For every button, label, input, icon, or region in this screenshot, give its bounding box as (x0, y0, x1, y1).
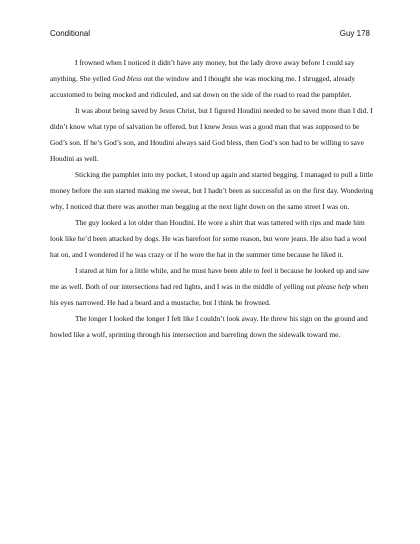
italic-text: please help (317, 282, 351, 291)
text-run: I stared at him for a little while, and he must have been able to feel it because he looked up and saw me as well. Both of our intersections had red lights, and I was in the middle of yelling out (50, 266, 370, 291)
text-run: The longer I looked the longer I felt like I couldn’t look away. He threw his sign on the ground and howled like a wolf, sprinting through his intersection and barreling down the sidewalk toward me. (50, 314, 368, 339)
paragraph (50, 167, 376, 215)
text-run: when his eyes narrowed. He had a beard and a mustache, but I think he frowned. (50, 282, 369, 307)
text-run: out the window and I thought she was mocking me. I shrugged, already accustomed to being mocked and ridiculed, and sat down on the side of the road to read the pamphlet. (50, 74, 356, 99)
paragraph (50, 55, 376, 103)
text-run: Sticking the pamphlet into my pocket, I stood up again and started begging. I managed to pull a little money before the sun started making me sweat, but I hadn’t been as successful as on the first day. Wondering why, I noticed that there was another man begging at the next light down on the same street I was on. (50, 170, 374, 211)
text-run: I frowned when I noticed it didn’t have any money, but the lady drove away before I could say anything. She yelled (50, 58, 355, 83)
page-number: Guy 178 (339, 29, 370, 38)
italic-text: God bless (112, 74, 142, 83)
paragraph (50, 215, 376, 263)
paragraph (50, 263, 376, 311)
body-text (50, 55, 376, 343)
text-run: It was about being saved by Jesus Christ, but I figured Houdini needed to be saved more than I did. I didn’t know what type of salvation he offered, but I knew Jesus was a good man that was supposed to be God’s son. If he’s God’s son, and Houdini always said God bless, then God’s son had to be willing to save Houdini as well. (50, 106, 373, 163)
running-title: Conditional (50, 29, 91, 38)
text-run: The guy looked a lot older than Houdini. He wore a shirt that was tattered with rips and made him look like he’d been attacked by dogs. He was barefoot for some reason, but wore jeans. He also had a wool hat on, and I wondered if he was crazy or if he wore the hat in the summer time because he liked it. (50, 218, 367, 259)
page-header (50, 29, 370, 41)
paragraph (50, 103, 376, 167)
paragraph (50, 311, 376, 343)
